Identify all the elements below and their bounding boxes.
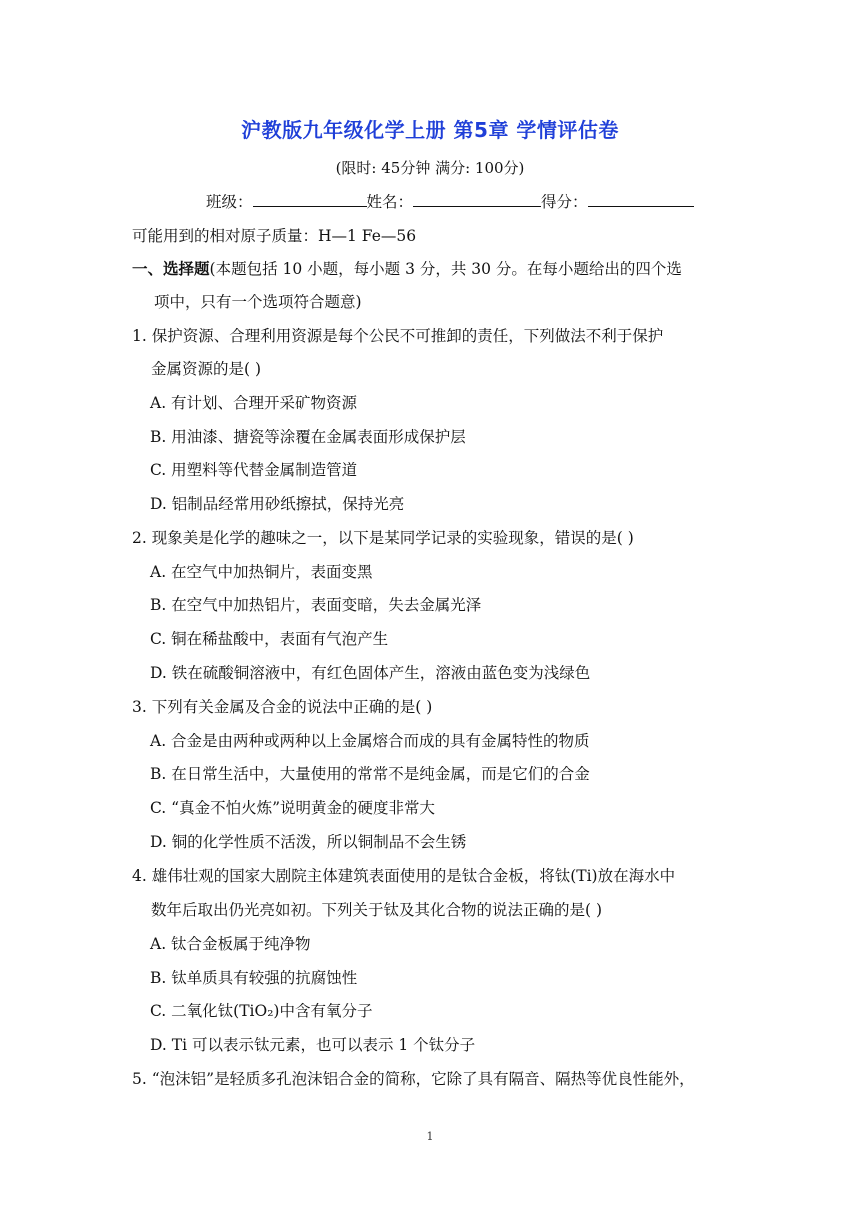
student-info-row [206, 190, 694, 212]
question-1-option-b: B. 用油漆、搪瓷等涂覆在金属表面形成保护层 [150, 428, 466, 446]
question-5-stem: 5. “泡沫铝”是轻质多孔泡沫铝合金的简称，它除了具有隔音、隔热等优良性能外， [132, 1070, 695, 1088]
section-description: (本题包括 10 小题，每小题 3 分，共 30 分。在每小题给出的四个选 [209, 260, 682, 278]
page-title: 沪教版九年级化学上册 第5章 学情评估卷 [241, 118, 619, 142]
question-1-option-d: D. 铝制品经常用砂纸擦拭，保持光亮 [150, 495, 405, 513]
question-2-option-d: D. 铁在硫酸铜溶液中，有红色固体产生，溶液由蓝色变为浅绿色 [150, 664, 591, 682]
question-3-option-d: D. 铜的化学性质不活泼，所以铜制品不会生锈 [150, 833, 467, 851]
section-heading: 一、选择题 [132, 260, 210, 278]
page-number: 1 [426, 1130, 434, 1143]
question-4-stem-cont: 数年后取出仍光亮如初。下列关于钛及其化合物的说法正确的是( ) [151, 901, 603, 919]
class-blank [253, 192, 367, 207]
name-label: 姓名： [366, 193, 414, 211]
question-3-option-b: B. 在日常生活中，大量使用的常常不是纯金属，而是它们的合金 [150, 765, 590, 783]
question-1-stem-cont: 金属资源的是( ) [151, 360, 262, 378]
question-2-option-c: C. 铜在稀盐酸中，表面有气泡产生 [150, 630, 389, 648]
name-blank [413, 192, 541, 207]
atomic-mass-note: 可能用到的相对原子质量：H—1 Fe—56 [132, 227, 417, 245]
score-blank [588, 192, 694, 207]
question-3-option-a: A. 合金是由两种或两种以上金属熔合而成的具有金属特性的物质 [150, 732, 590, 750]
class-label: 班级： [206, 193, 253, 211]
question-4-option-b: B. 钛单质具有较强的抗腐蚀性 [150, 969, 358, 987]
question-4-stem: 4. 雄伟壮观的国家大剧院主体建筑表面使用的是钛合金板，将钛(Ti)放在海水中 [132, 867, 676, 885]
question-3-stem: 3. 下列有关金属及合金的说法中正确的是( ) [132, 698, 433, 716]
question-1-option-c: C. 用塑料等代替金属制造管道 [150, 461, 358, 479]
question-1-stem: 1. 保护资源、合理利用资源是每个公民不可推卸的责任，下列做法不利于保护 [132, 327, 664, 345]
question-4-option-a: A. 钛合金板属于纯净物 [150, 935, 311, 953]
question-2-option-a: A. 在空气中加热铜片，表面变黑 [150, 563, 373, 581]
time-limit-subtitle: (限时: 45分钟 满分: 100分) [335, 159, 525, 177]
section-description-cont: 项中，只有一个选项符合题意) [154, 293, 362, 311]
question-4-option-c: C. 二氧化钛(TiO₂)中含有氧分子 [150, 1002, 373, 1020]
section-heading-line [132, 259, 682, 279]
score-label: 得分： [541, 193, 588, 211]
question-3-option-c: C. “真金不怕火炼”说明黄金的硬度非常大 [150, 799, 436, 817]
question-1-option-a: A. 有计划、合理开采矿物资源 [150, 394, 358, 412]
question-4-option-d: D. Ti 可以表示钛元素，也可以表示 1 个钛分子 [150, 1036, 476, 1054]
question-2-option-b: B. 在空气中加热铝片，表面变暗，失去金属光泽 [150, 596, 482, 614]
question-2-stem: 2. 现象美是化学的趣味之一，以下是某同学记录的实验现象，错误的是( ) [132, 529, 634, 547]
